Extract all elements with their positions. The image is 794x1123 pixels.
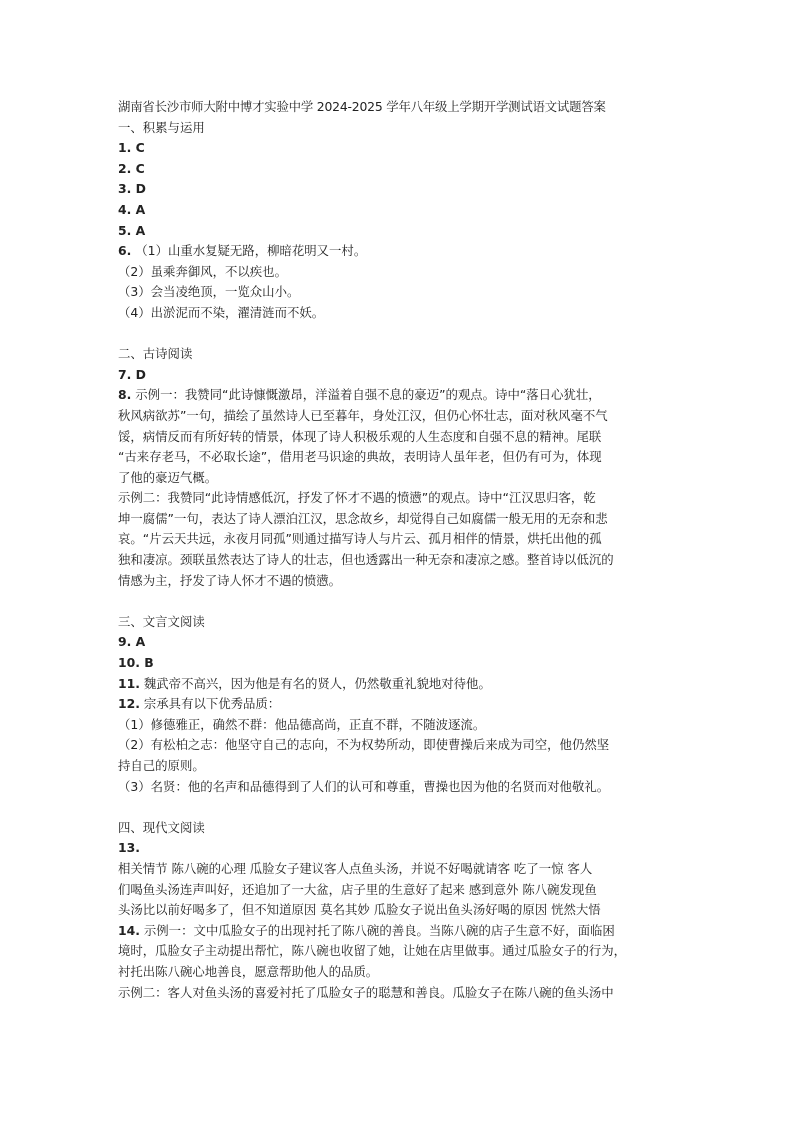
answer-8-line-4: “古来存老马，不必取长途”，借用老马识途的典故，表明诗人虽年老，但仍有可为，体现 bbox=[118, 449, 602, 465]
answer-13-line-1: 相关情节 陈八碗的心理 瓜脸女子建议客人点鱼头汤，并说不好喝就请客 吃了一惊 客人 bbox=[118, 860, 593, 876]
answer-8-example2-line-2: 坤一腐儒”一句，表达了诗人漂泊江汉，思念故乡，却觉得自己如腐儒一般无用的无奈和悲 bbox=[118, 510, 608, 526]
answer-8-line-1 bbox=[118, 385, 678, 406]
answer-11 bbox=[118, 674, 678, 695]
question-number: 9. bbox=[118, 634, 132, 650]
answer-3 bbox=[118, 179, 678, 200]
answer-text: D bbox=[131, 181, 146, 197]
answer-12 bbox=[118, 694, 678, 715]
answer-12-line-4: （3）名贤：他的名声和品德得到了人们的认可和尊重，曹操也因为他的名贤而对他敬礼。 bbox=[118, 778, 610, 794]
document-title: 湖南省长沙市师大附中博才实验中学 2024-2025 学年八年级上学期开学测试语文试题答案 bbox=[118, 99, 606, 114]
answer-8-example2-line-3: 哀。“片云天共远，永夜月同孤”则通过描写诗人与片云、孤月相伴的情景，烘托出他的孤 bbox=[118, 531, 602, 547]
answer-text: D bbox=[131, 366, 146, 382]
question-number: 13. bbox=[118, 840, 140, 856]
answer-8-line-3: 馁，病情反而有所好转的情景，体现了诗人积极乐观的人生态度和自强不息的精神。尾联 bbox=[118, 428, 602, 444]
answer-text: C bbox=[131, 140, 145, 156]
spacer bbox=[118, 797, 678, 818]
answer-8-example2-line-4: 独和凄凉。颈联虽然表达了诗人的壮志，但也透露出一种无奈和凄凉之感。整首诗以低沉的 bbox=[118, 552, 614, 568]
answer-text: （1）山重水复疑无路，柳暗花明又一村。 bbox=[135, 243, 367, 259]
answer-14-line-2: 境时，瓜脸女子主动提出帮忙，陈八碗也收留了她，让她在店里做事。通过瓜脸女子的行为， bbox=[118, 943, 627, 959]
answer-14 bbox=[118, 921, 678, 942]
answer-text: C bbox=[131, 160, 145, 176]
answer-text: 示例一：文中瓜脸女子的出现衬托了陈八碗的善良。当陈八碗的店子生意不好，面临困 bbox=[139, 922, 615, 938]
answer-text: 宗承具有以下优秀品质： bbox=[139, 696, 281, 712]
answer-14-line-3: 衬托出陈八碗心地善良，愿意帮助他人的品质。 bbox=[118, 963, 379, 979]
answer-text: A bbox=[131, 634, 146, 650]
section-heading: 四、现代文阅读 bbox=[118, 819, 205, 835]
answer-6-line-4: （4）出淤泥而不染，濯清涟而不妖。 bbox=[118, 304, 325, 320]
answer-8-line-5: 了他的豪迈气概。 bbox=[118, 469, 218, 485]
section-heading: 三、文言文阅读 bbox=[118, 613, 205, 629]
section-heading: 一、积累与运用 bbox=[118, 119, 205, 135]
answer-12-line-2: （2）有松柏之志：他坚守自己的志向，不为权势所动，即使曹操后来成为司空，他仍然坚 bbox=[118, 737, 610, 753]
question-number: 11. bbox=[118, 675, 140, 691]
answer-8-line-2: 秋风病欲苏”一句，描绘了虽然诗人已至暮年，身处江汉，但仍心怀壮志，面对秋风毫不气 bbox=[118, 407, 608, 423]
spacer bbox=[118, 324, 678, 345]
answer-6-line-3: （3）会当凌绝顶，一览众山小。 bbox=[118, 284, 300, 300]
question-number: 10. bbox=[118, 655, 140, 671]
answer-6 bbox=[118, 241, 678, 262]
answer-2 bbox=[118, 159, 678, 180]
section-heading: 二、古诗阅读 bbox=[118, 346, 193, 362]
question-number: 8. bbox=[118, 387, 132, 403]
answer-12-line-3: 持自己的原则。 bbox=[118, 758, 205, 773]
answer-text: A bbox=[131, 201, 146, 217]
answer-1 bbox=[118, 138, 678, 159]
answer-10 bbox=[118, 653, 678, 674]
question-number: 12. bbox=[118, 696, 140, 712]
answer-12-line-1: （1）修德雅正，确然不群：他品德高尚，正直不群，不随波逐流。 bbox=[118, 716, 486, 732]
question-number: 7. bbox=[118, 366, 132, 382]
question-number: 2. bbox=[118, 160, 132, 176]
answer-text: A bbox=[131, 222, 146, 238]
answer-7 bbox=[118, 365, 678, 386]
answer-8-example2-line-5: 情感为主，抒发了诗人怀才不遇的愤懑。 bbox=[118, 572, 342, 588]
answer-13-line-2: 们喝鱼头汤连声叫好，还追加了一大盆，店子里的生意好了起来 感到意外 陈八碗发现鱼 bbox=[118, 881, 597, 897]
answer-document bbox=[118, 97, 678, 1003]
question-number: 4. bbox=[118, 201, 132, 217]
answer-14-line-4: 示例二：客人对鱼头汤的喜爱衬托了瓜脸女子的聪慧和善良。瓜脸女子在陈八碗的鱼头汤中 bbox=[118, 984, 614, 1000]
question-number: 1. bbox=[118, 140, 132, 156]
answer-8-example2-line-1: 示例二：我赞同“此诗情感低沉，抒发了怀才不遇的愤懑”的观点。诗中“江汉思归客，乾 bbox=[118, 490, 596, 506]
answer-9 bbox=[118, 632, 678, 653]
answer-text: 示例一：我赞同“此诗慷慨激昂，洋溢着自强不息的豪迈”的观点。诗中“落日心犹壮， bbox=[135, 387, 601, 403]
answer-13-line-3: 头汤比以前好喝多了，但不知道原因 莫名其妙 瓜脸女子说出鱼头汤好喝的原因 恍然大悟 bbox=[118, 902, 601, 918]
question-number: 14. bbox=[118, 922, 140, 938]
answer-text: 魏武帝不高兴，因为他是有名的贤人，仍然敬重礼貌地对待他。 bbox=[139, 675, 491, 691]
question-number: 6. bbox=[118, 243, 132, 259]
question-number: 5. bbox=[118, 222, 132, 238]
spacer bbox=[118, 591, 678, 612]
answer-4 bbox=[118, 200, 678, 221]
answer-13 bbox=[118, 838, 678, 859]
question-number: 3. bbox=[118, 181, 132, 197]
answer-text: B bbox=[139, 655, 154, 671]
answer-6-line-2: （2）虽乘奔御风，不以疾也。 bbox=[118, 263, 287, 279]
answer-5 bbox=[118, 221, 678, 242]
